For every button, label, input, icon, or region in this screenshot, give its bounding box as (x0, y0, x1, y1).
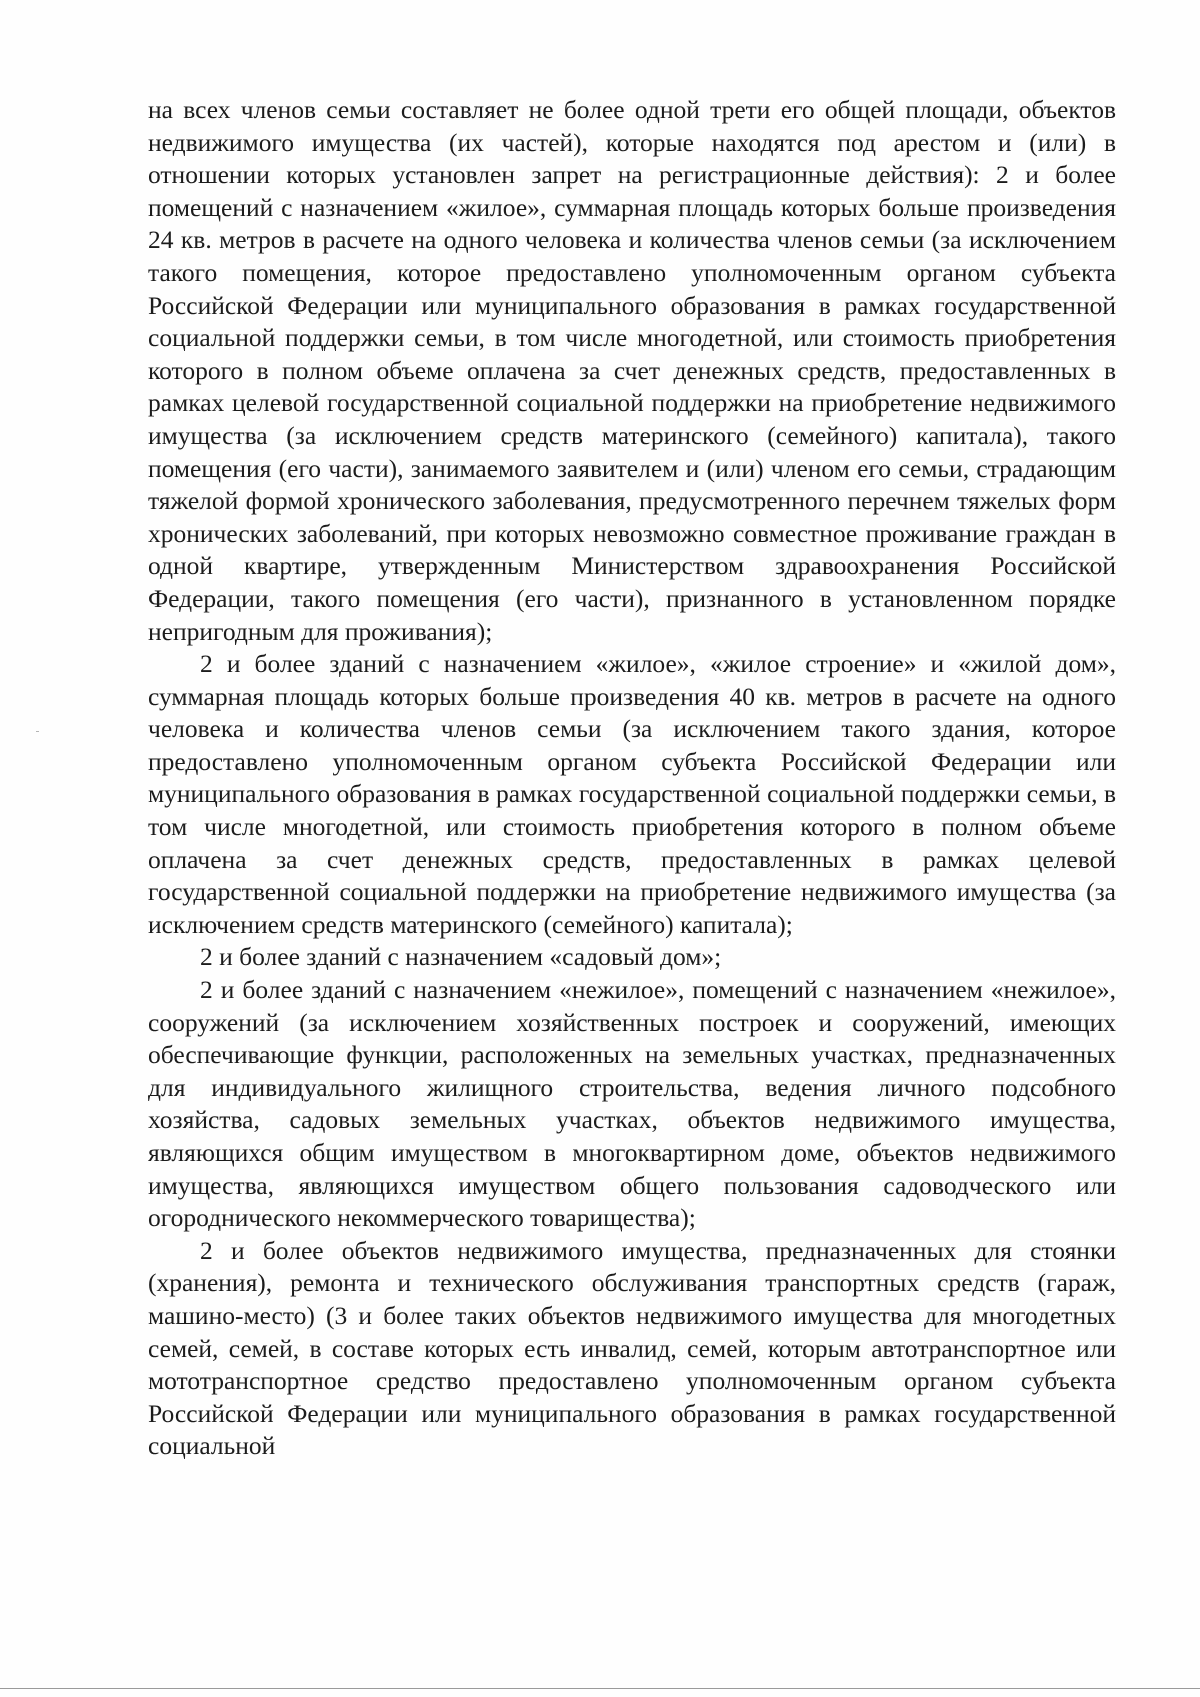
paragraph-parking-objects: 2 и более объектов недвижимого имущества, предназначенных для стоянки (хранения), ремонта и технического обслуживания транспортных средств (гараж, машино-место) (3 и более таких объектов недвижимого имущества для многодетных семей, семей, в составе которых есть инвалид, семей, которым автотранспортное или мототранспортное средство предоставлено уполномоченным органом субъекта Российской Федерации или муниципального образования в рамках государственной социальной (148, 1235, 1116, 1461)
paragraph-garden-houses: 2 и более зданий с назначением «садовый дом»; (200, 942, 722, 972)
paragraph-non-residential: 2 и более зданий с назначением «нежилое», помещений с назначением «нежилое», сооружений (за исключением хозяйственных построек и сооружений, имеющих обеспечивающие функции, расположенных на земельных участках, предназначенных для индивидуального жилищного строительства, ведения личного подсобного хозяйства, садовых земельных участках, объектов недвижимого имущества, являющихся общим имуществом в многоквартирном доме, объектов недвижимого имущества, являющихся имуществом общего пользования садоводческого или огороднического некоммерческого товарищества); (148, 975, 1116, 1233)
scan-edge-line (0, 1688, 1200, 1689)
paragraph-residential-buildings: 2 и более зданий с назначением «жилое», «жилое строение» и «жилой дом», суммарная площадь которых больше произведения 40 кв. метров в расчете на одного человека и количества членов семьи (за исключением такого здания, которое предоставлено уполномоченным органом субъекта Российской Федерации или муниципального образования в рамках государственной социальной поддержки семьи, в том числе многодетной, или стоимость приобретения которого в полном объеме оплачена за счет денежных средств, предоставленных в рамках целевой государственной социальной поддержки на приобретение недвижимого имущества (за исключением средств материнского (семейного) капитала); (148, 649, 1116, 939)
scan-speck (36, 731, 39, 732)
paragraph-continuation: на всех членов семьи составляет не более одной трети его общей площади, объектов недвижимого имущества (их частей), которые находятся под арестом и (или) в отношении которых установлен запрет на регистрационные действия): 2 и более помещений с назначением «жилое», суммарная площадь которых больше произведения 24 кв. метров в расчете на одного человека и количества членов семьи (за исключением такого помещения, которое предоставлено уполномоченным органом субъекта Российской Федерации или муниципального образования в рамках государственной социальной поддержки семьи, в том числе многодетной, или стоимость приобретения которого в полном объеме оплачена за счет денежных средств, предоставленных в рамках целевой государственной социальной поддержки на приобретение недвижимого имущества (за исключением средств материнского (семейного) капитала), такого помещения (его части), занимаемого заявителем и (или) членом его семьи, страдающим тяжелой формой хронического заболевания, предусмотренного перечнем тяжелых форм хронических заболеваний, при которых невозможно совместное проживание граждан в одной квартире, утвержденным Министерством здравоохранения Российской Федерации, такого помещения (его части), признанного в установленном порядке непригодным для проживания); (148, 95, 1116, 646)
document-body (148, 94, 1116, 1463)
